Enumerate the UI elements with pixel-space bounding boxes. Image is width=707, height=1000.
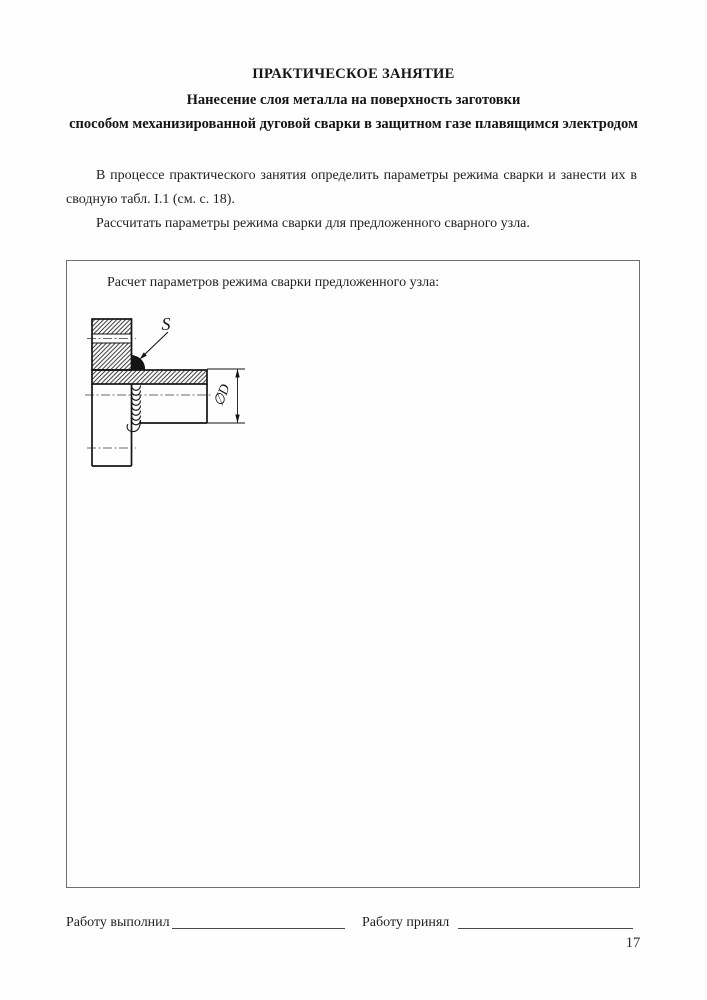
diameter-label: ∅D [211, 382, 234, 409]
flange-hatch-band-1 [92, 319, 132, 334]
shaft-section [141, 384, 208, 423]
accepted-by-label: Работу принял [362, 915, 450, 930]
page-number: 17 [625, 935, 641, 951]
thickness-leader [140, 332, 169, 360]
flange-hatch-band-2 [92, 343, 132, 370]
flange-lower-leg [92, 384, 132, 466]
dimension-arrow-bottom [235, 415, 239, 424]
accepted-by-blank-line [458, 928, 633, 929]
lesson-subtitle-line1: Нанесение слоя металла на поверхность заготовки [186, 92, 521, 108]
calculation-box [66, 260, 640, 888]
performed-by-blank-line [172, 928, 345, 929]
performed-by-label: Работу выполнил [66, 915, 170, 930]
lesson-title: ПРАКТИЧЕСКОЕ ЗАНЯТИЕ [252, 66, 455, 82]
flange-disc-section [92, 370, 207, 384]
thickness-label: S [161, 314, 171, 334]
weld-seam [127, 386, 140, 432]
weld-seam-tail [127, 420, 140, 432]
intro-paragraph: В процессе практического занятия определить параметры режима сварки и занести их в сводную табл. I.1 (см. с. 18). [66, 168, 637, 207]
welded-assembly-drawing [80, 308, 255, 480]
flange-disc-outline [92, 370, 207, 384]
task-paragraph: Рассчитать параметры режима сварки для предложенного сварного узла. [96, 216, 530, 231]
lesson-subtitle-line2: способом механизированной дуговой сварки в защитном газе плавящимся электродом [69, 116, 638, 132]
calculation-box-heading: Расчет параметров режима сварки предложенного узла: [107, 275, 440, 290]
flange-section [92, 319, 132, 370]
dimension-arrow-top [235, 369, 239, 378]
